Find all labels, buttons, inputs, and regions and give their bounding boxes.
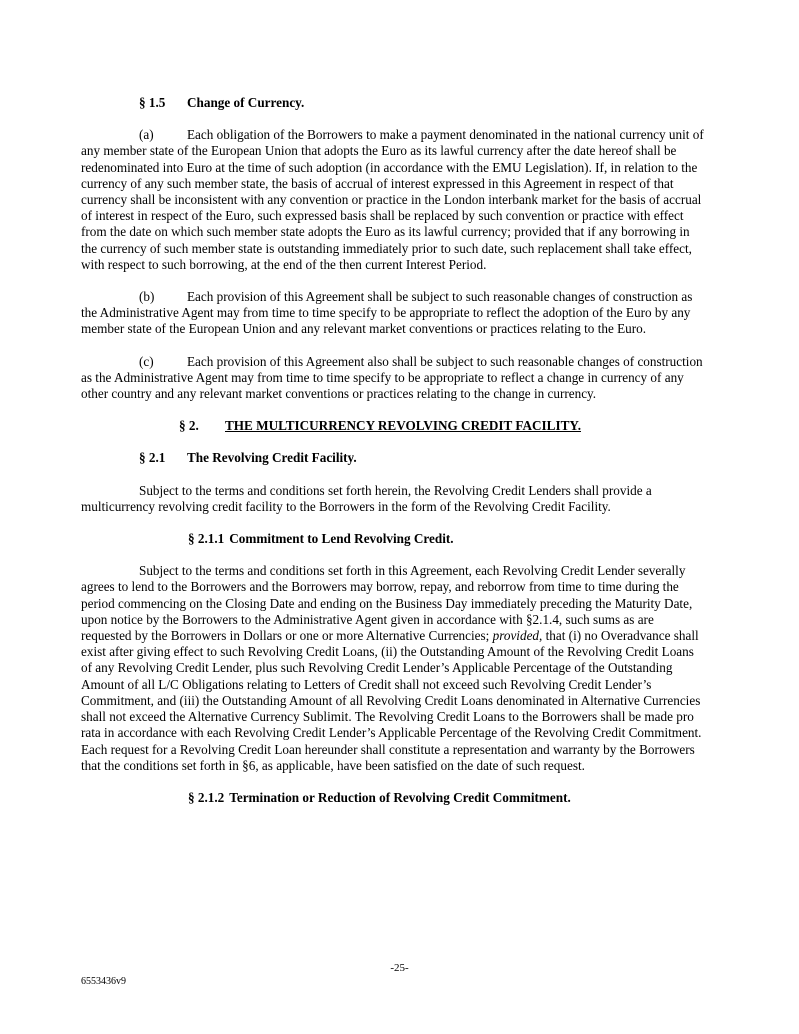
paragraph-1-5-b	[81, 289, 704, 338]
paragraph-1-5-c	[81, 354, 704, 403]
paragraph-text-end: , that (i) no Overadvance shall exist after giving effect to such Revolving Credit Loans, (ii) the Outstanding Amount of the Revolving Credit Loans of any Revolving Credit Lender, plus such Revolving Credit Lender’s Applicable Percentage of the Outstanding Amount of all L/C Obligations relating to Letters of Credit shall not exceed such Revolving Credit Lender’s Commitment, and (iii) the Outstanding Amount of all Revolving Credit Loans denominated in Alternative Currencies shall not exceed the Alternative Currency Sublimit. The Revolving Credit Loans to the Borrowers shall be made pro rata in accordance with each Revolving Credit Lender’s Applicable Percentage of the Revolving Credit Commitment. Each request for a Revolving Credit Loan hereunder shall constitute a representation and warranty by the Borrowers that the conditions set forth in §6, as applicable, have been satisfied on the date of such request.	[81, 628, 702, 773]
section-number: § 2.1.1	[188, 531, 225, 547]
section-number: § 2.	[179, 418, 199, 434]
section-title: Change of Currency.	[187, 95, 305, 110]
section-number: § 1.5	[139, 95, 166, 110]
document-body	[81, 95, 704, 806]
section-2-1-heading	[81, 450, 704, 466]
paragraph-1-5-a	[81, 127, 704, 273]
paragraph-2-1	[81, 483, 704, 515]
document-id: 6553436v9	[81, 976, 126, 987]
section-2-1-1-heading	[81, 531, 704, 547]
paragraph-text-italic: provided	[492, 628, 540, 644]
section-title: The Revolving Credit Facility.	[187, 450, 357, 466]
section-2-1-2-heading	[81, 790, 704, 806]
paragraph-text: Each provision of this Agreement shall be subject to such reasonable changes of construction as the Administrative Agent may from time to time specify to be appropriate to reflect the adoption of the Euro by any member state of the European Union and any relevant market conventions or practices relating to the Euro.	[81, 289, 693, 337]
paragraph-text: Subject to the terms and conditions set forth herein, the Revolving Credit Lenders shall provide a multicurrency revolving credit facility to the Borrowers in the form of the Revolving Credit Facility.	[81, 482, 652, 514]
paragraph-label: (a)	[139, 127, 154, 143]
paragraph-text: Each provision of this Agreement also shall be subject to such reasonable changes of construction as the Administrative Agent may from time to time specify to be appropriate to reflect a change in currency of any other country and any relevant market conventions or practices relating to the change in currency.	[81, 353, 703, 402]
paragraph-label: (c)	[139, 353, 154, 369]
section-2-heading	[81, 418, 704, 434]
section-1-5-heading	[81, 95, 704, 111]
section-title: Commitment to Lend Revolving Credit.	[229, 531, 454, 547]
paragraph-text-start: Subject to the terms and conditions set forth in this Agreement, each Revolving Credit Lender severally agrees to lend to the Borrowers and the Borrowers may borrow, repay, and reborrow from time to time during the period commencing on the Closing Date and ending on the Business Day immediately preceding the Maturity Date, upon notice by the Borrowers to the Administrative Agent given in accordance with §2.1.4, such sums as are requested by the Borrowers in Dollars or one or more Alternative Currencies;	[81, 563, 693, 644]
page-number: -25-	[390, 962, 409, 974]
section-title: THE MULTICURRENCY REVOLVING CREDIT FACILITY.	[225, 418, 581, 434]
paragraph-text: Each obligation of the Borrowers to make a payment denominated in the national currency unit of any member state of the European Union that adopts the Euro as its lawful currency after the date hereof shall be redenominated into Euro at the time of such adoption (in accordance with the EMU Legislation). If, in relation to the currency of any such member state, the basis of accrual of interest expressed in this Agreement in respect of that currency shall be inconsistent with any convention or practice in the London interbank market for the basis of accrual of interest in respect of the Euro, such expressed basis shall be replaced by such convention or practice with effect from the date on which such member state adopts the Euro as its lawful currency; provided that if any borrowing in the currency of such member state is outstanding immediately prior to such date, such replacement shall take effect, with respect to such borrowing, at the end of the then current Interest Period.	[81, 127, 704, 272]
paragraph-label: (b)	[139, 289, 155, 305]
section-number: § 2.1.2	[188, 789, 225, 805]
paragraph-2-1-1	[81, 563, 704, 774]
section-number: § 2.1	[139, 450, 166, 466]
section-title: Termination or Reduction of Revolving Credit Commitment.	[229, 789, 571, 805]
